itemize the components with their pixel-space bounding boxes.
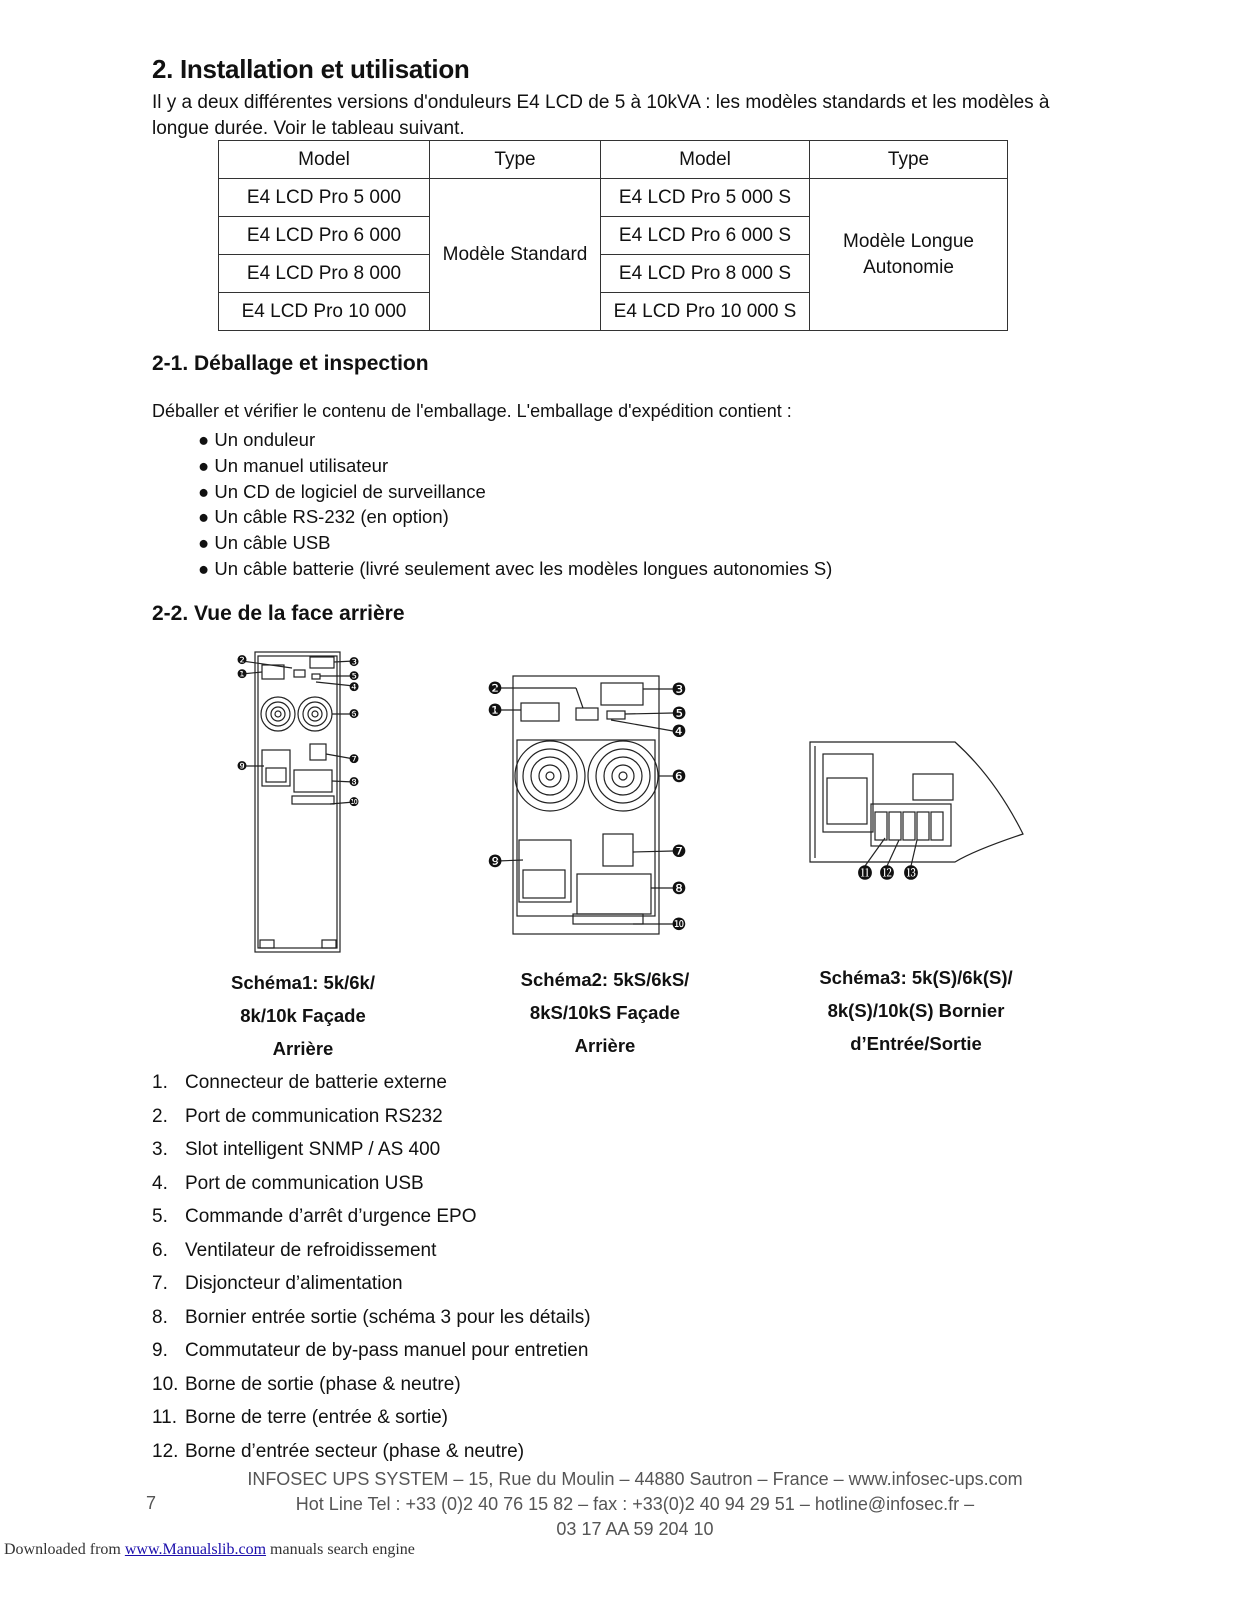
callout-1: ❶: [236, 667, 248, 681]
type-long-line2: Autonomie: [863, 256, 954, 278]
list-item: [152, 1269, 591, 1303]
subsection-title-unpacking: 2-1. Déballage et inspection: [152, 352, 429, 375]
item-label: Bornier entrée sortie (schéma 3 pour les détails): [185, 1306, 591, 1328]
caption-line: Arrière: [272, 1038, 334, 1059]
item-number: 10.: [152, 1373, 179, 1395]
caption-line: Schéma3: 5k(S)/6k(S)/: [819, 967, 1013, 988]
callout-11: ⓫: [857, 864, 873, 882]
terminal-block-diagram: [805, 738, 1030, 883]
item-number: 8.: [152, 1306, 168, 1328]
caption-schema-3: [780, 961, 1052, 1060]
callout-3: ❸: [348, 655, 360, 669]
list-item: ● Un manuel utilisateur: [198, 453, 832, 479]
footer-contact: Hot Line Tel : +33 (0)2 40 76 15 82 – fax : +33(0)2 40 94 29 51 – hotline@infosec.fr –: [295, 1494, 975, 1514]
list-item: ● Un câble USB: [198, 530, 832, 556]
rear-panel-diagram-1: [230, 648, 365, 963]
caption-line: Arrière: [574, 1035, 636, 1056]
list-item: ● Un câble batterie (livré seulement avec les modèles longues autonomies S): [198, 556, 832, 582]
list-item: [152, 1303, 591, 1337]
callout-4: ❹: [671, 722, 687, 742]
unpacking-text: Déballer et vérifier le contenu de l'emballage. L'emballage d'expédition contient :: [152, 401, 792, 421]
callout-13: ⓭: [903, 864, 919, 882]
callout-2: ❷: [487, 679, 503, 699]
callout-4: ❹: [348, 680, 360, 694]
item-number: 7.: [152, 1273, 168, 1294]
list-item: [152, 1169, 591, 1203]
list-item: [152, 1135, 591, 1169]
callout-1: ❶: [487, 701, 503, 721]
table-row: [219, 179, 1008, 217]
callout-7: ❼: [671, 842, 687, 862]
table-header: Type: [810, 141, 1008, 179]
callout-7: ❼: [348, 752, 360, 766]
model-cell: E4 LCD Pro 6 000 S: [601, 217, 810, 255]
list-item: [152, 1370, 591, 1404]
list-item: [152, 1403, 591, 1437]
callout-6: ❻: [348, 707, 360, 721]
callout-6: ❻: [671, 767, 687, 787]
caption-line: Schéma1: 5k/6k/: [231, 972, 375, 993]
callout-10: ❿: [671, 915, 687, 935]
item-number: 2.: [152, 1105, 168, 1127]
download-suffix: manuals search engine: [266, 1541, 415, 1558]
type-long-line1: Modèle Longue: [843, 230, 974, 252]
caption-line: Schéma2: 5kS/6kS/: [520, 969, 690, 990]
caption-schema-2: [480, 963, 730, 1062]
item-label: Commutateur de by-pass manuel pour entretien: [185, 1340, 589, 1361]
intro-paragraph: Il y a deux différentes versions d'onduleurs E4 LCD de 5 à 10kVA : les modèles standards et les modèles à longue durée. Voir le tableau suivant.: [152, 92, 1050, 139]
type-cell-standard: Modèle Standard: [430, 179, 601, 331]
manualslib-link[interactable]: www.Manualslib.com: [124, 1541, 267, 1558]
list-item: ● Un onduleur: [198, 427, 832, 453]
section-heading: 2. Installation et utilisation: [152, 54, 470, 84]
item-number: 3.: [152, 1139, 168, 1160]
page-number: 7: [146, 1493, 157, 1513]
model-cell: E4 LCD Pro 8 000: [219, 255, 430, 293]
item-label: Port de communication RS232: [185, 1105, 443, 1127]
list-item: [152, 1236, 591, 1270]
list-item: [152, 1202, 591, 1236]
model-cell: E4 LCD Pro 5 000: [219, 179, 430, 217]
download-prefix: Downloaded from: [4, 1541, 125, 1558]
package-contents-list: [198, 427, 832, 582]
callout-9: ❾: [487, 852, 503, 872]
item-number: 9.: [152, 1340, 168, 1361]
callout-3: ❸: [671, 680, 687, 700]
table-header-row: [219, 141, 1008, 179]
list-item: [152, 1102, 591, 1136]
list-item: ● Un câble RS-232 (en option): [198, 504, 832, 530]
item-number: 11.: [152, 1407, 178, 1428]
caption-line: 8kS/10kS Façade: [529, 1002, 681, 1023]
callout-8: ❽: [348, 775, 360, 789]
table-header: Type: [430, 141, 601, 179]
item-number: 4.: [152, 1172, 168, 1194]
caption-line: 8k/10k Façade: [240, 1005, 366, 1026]
footer-reference: 03 17 AA 59 204 10: [556, 1519, 714, 1539]
item-number: 5.: [152, 1206, 168, 1227]
list-item: [152, 1336, 591, 1370]
rear-panel-diagram-2: [483, 670, 693, 940]
model-cell: E4 LCD Pro 8 000 S: [601, 255, 810, 293]
item-number: 6.: [152, 1239, 168, 1261]
item-label: Connecteur de batterie externe: [185, 1072, 447, 1093]
table-header: Model: [219, 141, 430, 179]
item-label: Commande d’arrêt d’urgence EPO: [185, 1206, 477, 1227]
model-cell: E4 LCD Pro 10 000 S: [601, 293, 810, 331]
caption-schema-1: [185, 966, 421, 1065]
item-label: Borne d’entrée secteur (phase & neutre): [185, 1440, 525, 1462]
list-item: [152, 1437, 591, 1471]
callout-5: ❺: [671, 704, 687, 724]
type-cell-long: [810, 179, 1008, 331]
model-cell: E4 LCD Pro 6 000: [219, 217, 430, 255]
callout-9: ❾: [236, 759, 248, 773]
callout-10: ❿: [348, 795, 360, 809]
caption-line: d’Entrée/Sortie: [850, 1033, 982, 1054]
callout-2: ❷: [236, 653, 248, 667]
item-label: Ventilateur de refroidissement: [185, 1239, 437, 1261]
item-label: Disjoncteur d’alimentation: [185, 1273, 403, 1294]
item-label: Borne de sortie (phase & neutre): [185, 1373, 461, 1395]
list-item: [152, 1068, 591, 1102]
model-cell: E4 LCD Pro 5 000 S: [601, 179, 810, 217]
item-label: Port de communication USB: [185, 1172, 424, 1194]
footer-address: INFOSEC UPS SYSTEM – 15, Rue du Moulin – 44880 Sautron – France – www.infosec-ups.com: [247, 1469, 1023, 1489]
callout-12: ⓬: [879, 864, 895, 882]
model-cell: E4 LCD Pro 10 000: [219, 293, 430, 331]
callout-5: ❺: [348, 669, 360, 683]
table-header: Model: [601, 141, 810, 179]
list-item: ● Un CD de logiciel de surveillance: [198, 479, 832, 505]
item-label: Borne de terre (entrée & sortie): [185, 1407, 448, 1428]
caption-line: 8k(S)/10k(S) Bornier: [827, 1000, 1005, 1021]
item-number: 1.: [152, 1072, 168, 1093]
rear-parts-list: [152, 1068, 591, 1470]
item-label: Slot intelligent SNMP / AS 400: [185, 1139, 441, 1160]
callout-8: ❽: [671, 879, 687, 899]
item-number: 12.: [152, 1440, 179, 1462]
subsection-title-rear-view: 2-2. Vue de la face arrière: [152, 602, 405, 625]
download-note: [4, 1541, 415, 1559]
model-table: [218, 140, 1008, 331]
page-footer: [240, 1467, 1030, 1542]
